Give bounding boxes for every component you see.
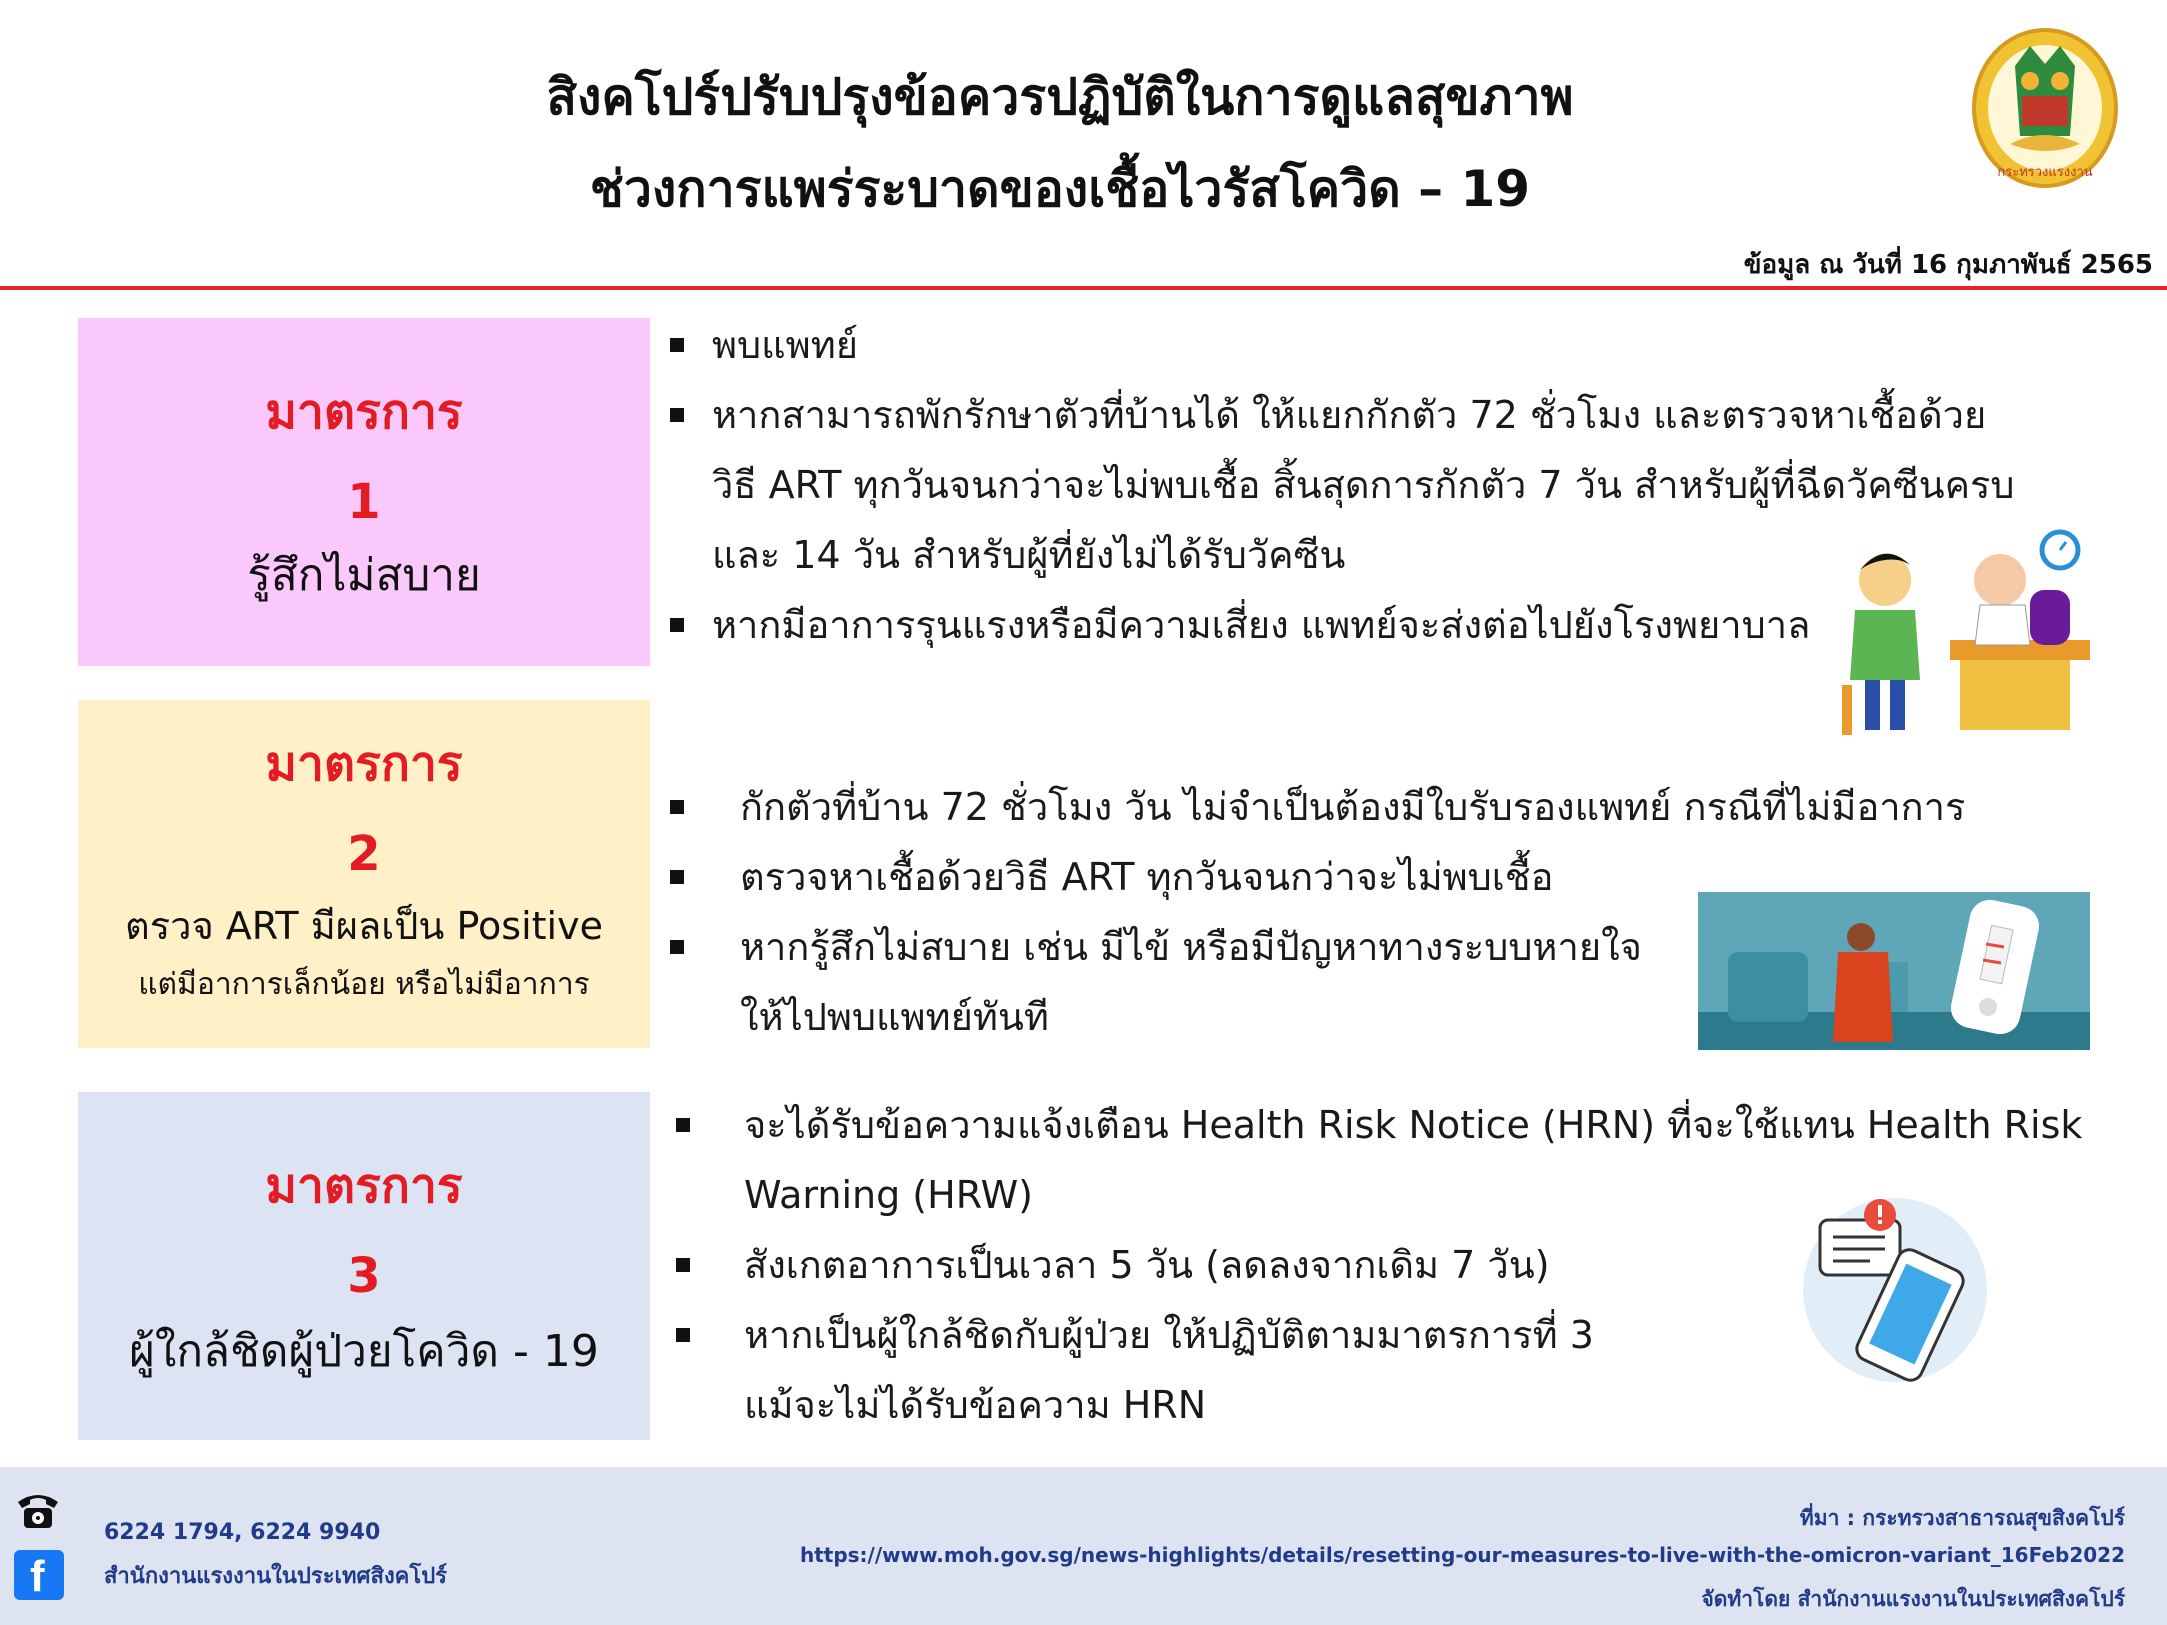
header-divider: [0, 286, 2167, 290]
measure-1-label: มาตรการ: [265, 384, 463, 440]
data-date: ข้อมูล ณ วันที่ 16 กุมภาพันธ์ 2565: [1743, 250, 2153, 280]
phone-numbers: 6224 1794, 6224 9940: [104, 1520, 381, 1545]
measure-2-subdescription: แต่มีอาการเล็กน้อย หรือไม่มีอาการ: [138, 966, 590, 1002]
measure-1-bullet-2: หากสามารถพักรักษาตัวที่บ้านได้ ให้แยกกักตัว 72 ชั่วโมง และตรวจหาเชื้อด้วย วิธี ART ทุกวันจนกว่าจะไม่พบเชื้อ สิ้นสุดการกักตัว 7 วัน สำหรับผู้ที่ฉีดวัคซีนครบ และ 14 วัน สำหรับผู้ที่ยังไม่ได้รับวัคซีน: [666, 380, 2026, 590]
measure-1-number: 1: [347, 474, 381, 530]
measure-2-bullet-3: หากรู้สึกไม่สบาย เช่น มีไข้ หรือมีปัญหาทางระบบหายใจ ให้ไปพบแพทย์ทันที: [666, 912, 2026, 1052]
prepared-by: จัดทำโดย สำนักงานแรงงานในประเทศสิงคโปร์: [1701, 1587, 2125, 1611]
seal-caption: กระทรวงแรงงาน: [1997, 165, 2093, 180]
phone-notification-illustration: [1775, 1185, 2005, 1385]
measure-1-bullet-1: พบแพทย์: [666, 310, 2026, 380]
doctor-patient-illustration: [1830, 520, 2090, 740]
source-url[interactable]: https://www.moh.gov.sg/news-highlights/details/resetting-our-measures-to-live-with-the-omicron-variant_16Feb2022: [799, 1543, 2125, 1567]
facebook-page-name[interactable]: สำนักงานแรงงานในประเทศสิงคโปร์: [104, 1564, 447, 1589]
measure-1-bullets: [666, 310, 2026, 660]
facebook-icon[interactable]: f: [14, 1550, 64, 1600]
measure-2-description: ตรวจ ART มีผลเป็น Positive: [125, 904, 603, 948]
telephone-icon: [14, 1490, 62, 1530]
measure-1-box: [78, 318, 650, 666]
measure-3-box: [78, 1092, 650, 1440]
measure-3-bullet-2: สังเกตอาการเป็นเวลา 5 วัน (ลดลงจากเดิม 7 วัน): [672, 1230, 2092, 1300]
measure-3-description: ผู้ใกล้ชิดผู้ป่วยโควิด - 19: [129, 1326, 599, 1377]
measure-2-bullet-2: ตรวจหาเชื้อด้วยวิธี ART ทุกวันจนกว่าจะไม่พบเชื้อ: [666, 842, 2026, 912]
measure-2-bullet-1: กักตัวที่บ้าน 72 ชั่วโมง วัน ไม่จำเป็นต้องมีใบรับรองแพทย์ กรณีที่ไม่มีอาการ: [666, 772, 2026, 842]
measure-3-bullet-1: จะได้รับข้อความแจ้งเตือน Health Risk Notice (HRN) ที่จะใช้แทน Health Risk Warning (HRW): [672, 1090, 2092, 1230]
ministry-of-labour-seal: [1970, 26, 2120, 190]
measure-3-label: มาตรการ: [265, 1158, 463, 1214]
measure-3-number: 3: [347, 1248, 381, 1304]
source-label: ที่มา : กระทรวงสาธารณสุขสิงคโปร์: [1799, 1506, 2125, 1530]
measure-2-number: 2: [347, 826, 381, 882]
measure-1-bullet-3: หากมีอาการรุนแรงหรือมีความเสี่ยง แพทย์จะส่งต่อไปยังโรงพยาบาล: [666, 590, 2026, 660]
measure-1-description: รู้สึกไม่สบาย: [247, 550, 481, 601]
measure-2-label: มาตรการ: [265, 736, 463, 792]
page-title-line-2: ช่วงการแพร่ระบาดของเชื้อไวรัสโควิด – 19: [589, 160, 1531, 218]
measure-2-box: [78, 700, 650, 1048]
measure-3-bullet-3: หากเป็นผู้ใกล้ชิดกับผู้ป่วย ให้ปฏิบัติตามมาตรการที่ 3 แม้จะไม่ได้รับข้อความ HRN: [672, 1300, 2092, 1440]
art-test-illustration: [1698, 892, 2090, 1050]
page-title-line-1: สิงคโปร์ปรับปรุงข้อควรปฏิบัติในการดูแลสุขภาพ: [546, 68, 1574, 126]
